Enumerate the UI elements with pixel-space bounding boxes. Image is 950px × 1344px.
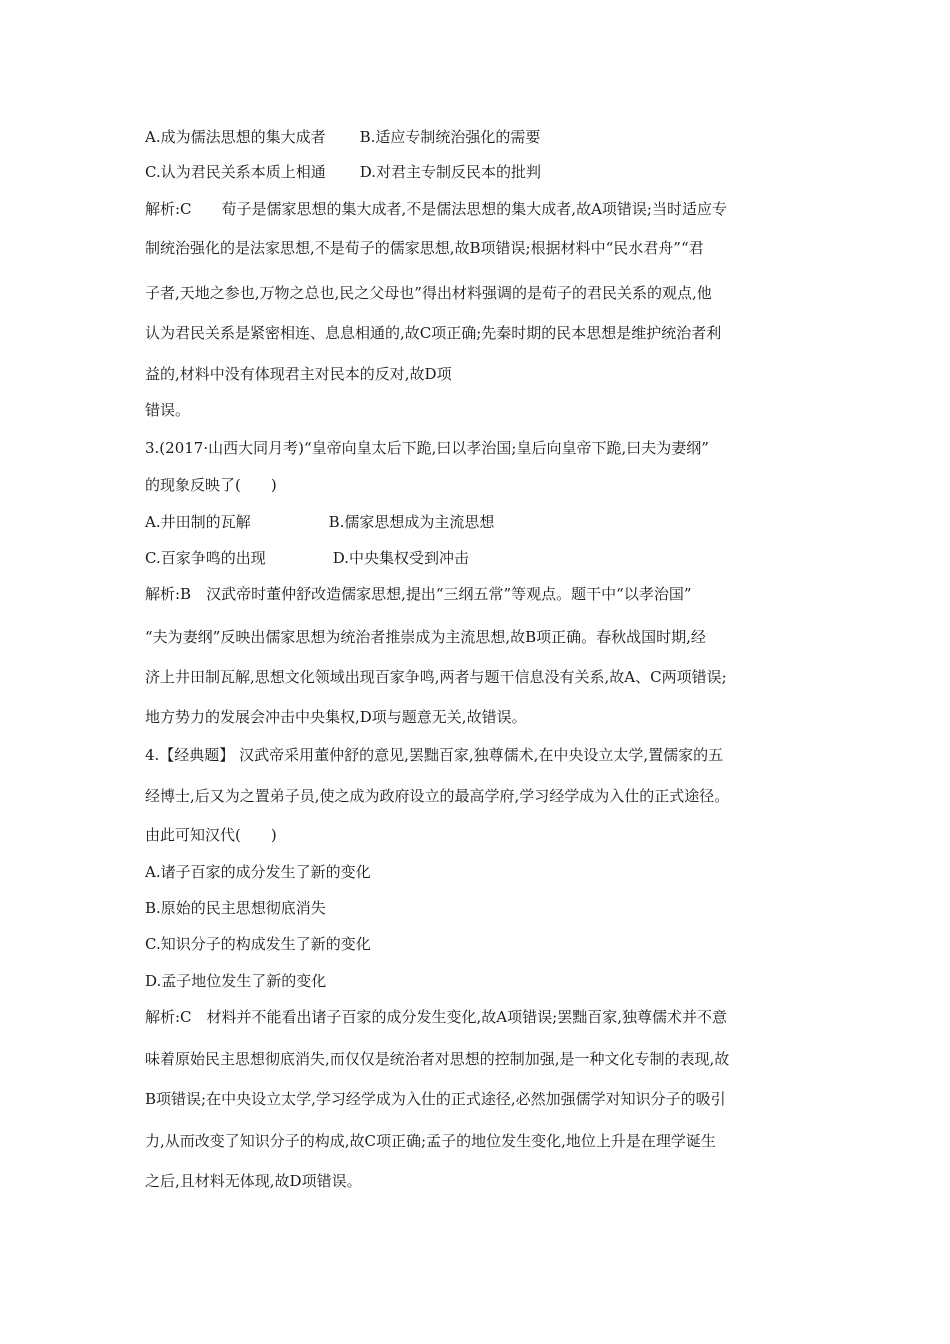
- q3-option-a: A.井田制的瓦解: [145, 513, 251, 531]
- q3-analysis-line: “夫为妻纲”反映出儒家思想为统治者推崇成为主流思想,故B项正确。春秋战国时期,经: [145, 628, 706, 646]
- q2-options-row-1: [145, 127, 540, 147]
- q4-option-a: A.诸子百家的成分发生了新的变化: [145, 863, 371, 881]
- q2-option-d: D.对君主专制反民本的批判: [359, 163, 541, 181]
- q4-option-b: B.原始的民主思想彻底消失: [145, 899, 326, 917]
- q2-analysis-line: 认为君民关系是紧密相连、息息相通的,故C项正确;先秦时期的民本思想是维护统治者利: [145, 324, 722, 342]
- q2-analysis-line: 子者,天地之参也,万物之总也,民之父母也”得出材料强调的是荀子的君民关系的观点,他: [145, 284, 712, 302]
- q3-stem-line: 的现象反映了( ): [145, 476, 277, 494]
- q2-analysis-line: 制统治强化的是法家思想,不是荀子的儒家思想,故B项错误;根据材料中“民水君舟”“君: [145, 239, 704, 257]
- q4-analysis-line: 味着原始民主思想彻底消失,而仅仅是统治者对思想的控制加强,是一种文化专制的表现,故: [145, 1050, 730, 1068]
- q3-analysis-line: 解析:B 汉武帝时董仲舒改造儒家思想,提出“三纲五常”等观点。题干中“以孝治国”: [145, 585, 692, 603]
- q2-analysis-line: 解析:C 荀子是儒家思想的集大成者,不是儒法思想的集大成者,故A项错误;当时适应专: [145, 200, 727, 218]
- q2-option-c: C.认为君民关系本质上相通: [145, 163, 326, 181]
- q2-analysis-line: 益的,材料中没有体现君主对民本的反对,故D项: [145, 365, 452, 383]
- q4-analysis-line: 之后,且材料无体现,故D项错误。: [145, 1172, 362, 1190]
- q3-option-c: C.百家争鸣的出现: [145, 549, 266, 567]
- q3-option-d: D.中央集权受到冲击: [332, 549, 469, 567]
- q3-option-b: B.儒家思想成为主流思想: [328, 513, 495, 531]
- q3-analysis-line: 济上井田制瓦解,思想文化领域出现百家争鸣,两者与题干信息没有关系,故A、C两项错误;: [145, 668, 727, 686]
- q2-analysis-line: 错误。: [145, 401, 191, 419]
- q4-stem-line: 由此可知汉代( ): [145, 826, 277, 844]
- q4-analysis-line: B项错误;在中央设立太学,学习经学成为入仕的正式途径,必然加强儒学对知识分子的吸引: [145, 1090, 726, 1108]
- q2-option-a: A.成为儒法思想的集大成者: [145, 128, 326, 146]
- q2-options-row-2: [145, 162, 541, 182]
- q3-options-row-2: [145, 548, 469, 568]
- q4-option-c: C.知识分子的构成发生了新的变化: [145, 935, 371, 953]
- q3-stem-line: 3.(2017·山西大同月考)“皇帝向皇太后下跪,曰以孝治国;皇后向皇帝下跪,曰夫为妻纲”: [145, 439, 709, 457]
- q4-analysis-line: 力,从而改变了知识分子的构成,故C项正确;孟子的地位发生变化,地位上升是在理学诞生: [145, 1132, 716, 1150]
- q4-option-d: D.孟子地位发生了新的变化: [145, 972, 327, 990]
- q4-analysis-line: 解析:C 材料并不能看出诸子百家的成分发生变化,故A项错误;罢黜百家,独尊儒术并不意: [145, 1008, 727, 1026]
- q4-stem-line: 4.【经典题】 汉武帝采用董仲舒的意见,罢黜百家,独尊儒术,在中央设立太学,置儒家的五: [145, 746, 724, 764]
- q3-analysis-line: 地方势力的发展会冲击中央集权,D项与题意无关,故错误。: [145, 708, 527, 726]
- q2-option-b: B.适应专制统治强化的需要: [359, 128, 541, 146]
- q3-options-row-1: [145, 512, 494, 532]
- q4-stem-line: 经博士,后又为之置弟子员,使之成为政府设立的最高学府,学习经学成为入仕的正式途径。: [145, 787, 730, 805]
